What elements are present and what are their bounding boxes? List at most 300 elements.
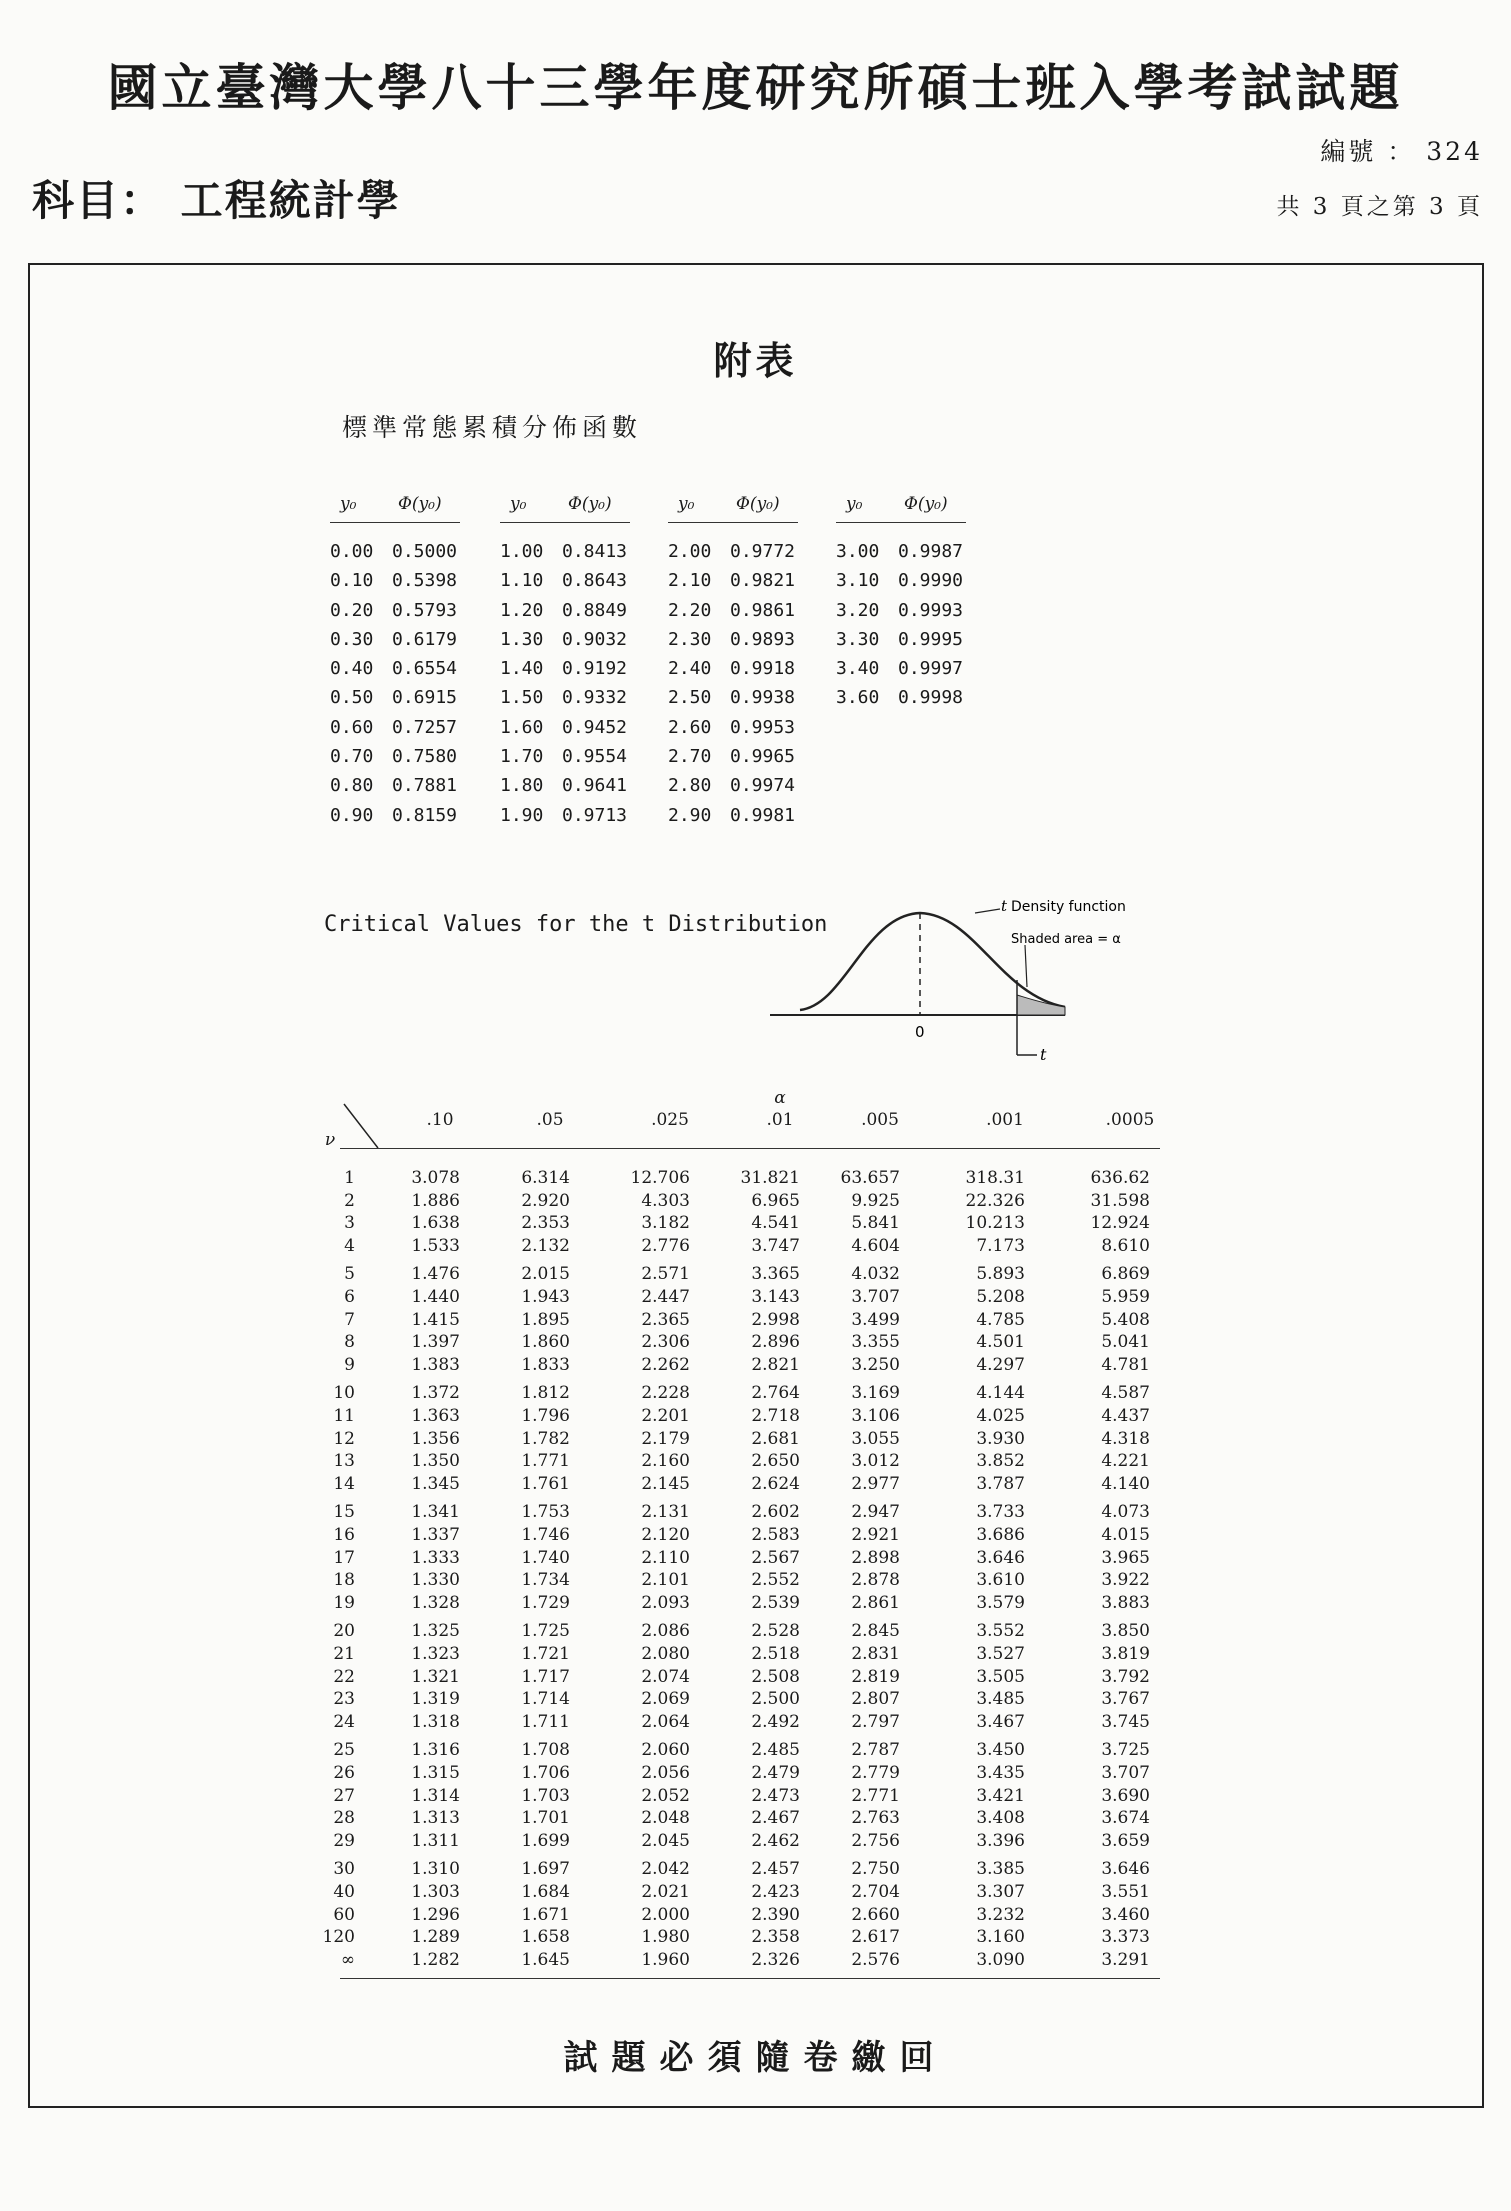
y0-value: 2.10 xyxy=(668,570,712,592)
t-critical-value: 2.262 xyxy=(641,1354,690,1375)
normal-table-row xyxy=(330,687,460,716)
t-critical-value: 3.787 xyxy=(976,1473,1025,1494)
t-critical-value: 1.363 xyxy=(411,1406,460,1426)
t-critical-value: 3.421 xyxy=(976,1785,1025,1806)
t-critical-value: 2.771 xyxy=(851,1785,900,1806)
t-critical-value: 22.326 xyxy=(965,1190,1025,1211)
y0-value: 2.60 xyxy=(668,716,712,738)
t-critical-value: 4.437 xyxy=(1101,1406,1150,1426)
t-critical-value: 2.179 xyxy=(641,1428,690,1449)
t-critical-value: 3.922 xyxy=(1101,1570,1150,1591)
alpha-label: α xyxy=(774,1088,786,1108)
normal-table-row xyxy=(330,541,460,570)
normal-table-row xyxy=(668,805,798,834)
t-critical-value: 3.850 xyxy=(1101,1621,1150,1642)
t-critical-value: 2.045 xyxy=(641,1830,690,1851)
t-critical-value: 4.604 xyxy=(851,1235,900,1256)
t-critical-value: 2.807 xyxy=(851,1689,900,1710)
t-critical-value: 3.435 xyxy=(976,1763,1025,1783)
t-critical-value: 2.086 xyxy=(641,1621,690,1642)
y0-value: 0.60 xyxy=(330,716,374,738)
phi-value: 0.9981 xyxy=(730,804,796,826)
t-critical-value: 2.567 xyxy=(751,1547,800,1568)
normal-table-row xyxy=(330,775,460,804)
y0-value: 0.80 xyxy=(330,775,374,797)
t-critical-value: 3.090 xyxy=(976,1949,1025,1970)
nu-value: 28 xyxy=(333,1808,355,1829)
nu-value: 9 xyxy=(344,1354,355,1375)
t-critical-value: 1.296 xyxy=(411,1904,460,1925)
y0-value: 2.20 xyxy=(668,599,712,621)
t-critical-value: 4.785 xyxy=(976,1309,1025,1330)
subject-label: 科目： 工程統計學 xyxy=(32,176,401,225)
nu-value: 14 xyxy=(333,1473,355,1494)
y0-value: 0.40 xyxy=(330,658,374,680)
alpha-header: .001 xyxy=(986,1110,1024,1130)
t-critical-value: 7.173 xyxy=(976,1235,1025,1256)
y0-value: 0.00 xyxy=(330,541,374,562)
t-critical-value: 3.551 xyxy=(1101,1882,1150,1902)
t-critical-value: 1.701 xyxy=(521,1808,570,1829)
t-critical-value: 1.325 xyxy=(411,1621,460,1642)
t-critical-value: 1.943 xyxy=(521,1287,570,1307)
t-critical-value: 3.232 xyxy=(976,1904,1025,1925)
t-critical-value: 2.132 xyxy=(521,1235,570,1256)
t-critical-value: 6.869 xyxy=(1101,1264,1150,1285)
nu-value: 10 xyxy=(333,1383,355,1404)
y0-value: 1.00 xyxy=(500,541,544,562)
y0-value: 2.00 xyxy=(668,541,712,562)
normal-table-row xyxy=(668,541,798,570)
t-critical-value: 5.841 xyxy=(851,1213,900,1234)
t-critical-value: 1.960 xyxy=(641,1949,690,1970)
phi-value: 0.9918 xyxy=(730,658,796,680)
t-critical-value: 2.473 xyxy=(751,1785,800,1806)
t-critical-value: 3.610 xyxy=(976,1570,1025,1591)
t-critical-value: 3.674 xyxy=(1101,1808,1150,1829)
t-critical-value: 2.326 xyxy=(751,1949,800,1970)
t-critical-value: 2.015 xyxy=(521,1264,570,1285)
t-critical-value: 2.485 xyxy=(751,1740,800,1761)
t-critical-value: 1.415 xyxy=(411,1309,460,1330)
t-critical-value: 1.734 xyxy=(521,1570,570,1591)
nu-value: 26 xyxy=(333,1763,355,1783)
t-critical-value: 1.328 xyxy=(411,1592,460,1613)
t-critical-value: 1.321 xyxy=(411,1666,460,1687)
normal-table-row xyxy=(668,600,798,629)
critical-label: t xyxy=(1040,1045,1047,1064)
t-critical-value: 3.646 xyxy=(976,1547,1025,1568)
nu-value: 13 xyxy=(333,1451,355,1472)
shaded-label: Shaded area = α xyxy=(1011,932,1121,947)
t-critical-value: 2.571 xyxy=(641,1264,690,1285)
t-critical-value: 1.895 xyxy=(521,1309,570,1330)
y0-value: 1.70 xyxy=(500,746,544,768)
normal-table-row xyxy=(330,805,460,834)
t-critical-value: 3.373 xyxy=(1101,1927,1150,1948)
t-critical-value: 1.658 xyxy=(521,1927,570,1948)
t-critical-value: 1.638 xyxy=(411,1213,460,1234)
normal-table-row xyxy=(330,658,460,687)
y0-header: y₀ xyxy=(510,494,527,514)
phi-value: 0.6179 xyxy=(392,628,458,650)
phi-value: 0.9893 xyxy=(730,628,796,650)
t-critical-value: 2.093 xyxy=(641,1592,690,1613)
phi-value: 0.9032 xyxy=(562,628,628,650)
t-critical-value: 1.476 xyxy=(411,1264,460,1285)
t-critical-value: 2.920 xyxy=(521,1190,570,1211)
t-critical-value: 1.282 xyxy=(411,1949,460,1970)
y0-value: 1.30 xyxy=(500,628,544,650)
t-critical-value: 3.355 xyxy=(851,1332,900,1353)
nu-value: 60 xyxy=(333,1904,355,1925)
normal-table-title: 標準常態累積分佈函數 xyxy=(342,413,643,442)
t-critical-value: 3.385 xyxy=(976,1859,1025,1880)
t-critical-value: 1.753 xyxy=(521,1502,570,1523)
t-critical-value: 1.316 xyxy=(411,1740,460,1761)
y0-value: 2.50 xyxy=(668,687,712,709)
y0-value: 0.20 xyxy=(330,599,374,621)
t-critical-value: 2.779 xyxy=(851,1763,900,1783)
normal-table-row xyxy=(836,658,966,687)
normal-table-row xyxy=(500,746,630,775)
t-critical-value: 5.208 xyxy=(976,1287,1025,1307)
phi-value: 0.9990 xyxy=(898,570,964,592)
t-critical-value: 4.140 xyxy=(1101,1473,1150,1494)
t-critical-value: 2.977 xyxy=(851,1473,900,1494)
nu-value: 17 xyxy=(333,1547,355,1568)
t-critical-value: 1.761 xyxy=(521,1473,570,1494)
t-critical-value: 2.650 xyxy=(751,1451,800,1472)
density-label: Density function xyxy=(1011,899,1126,915)
y0-value: 3.10 xyxy=(836,570,880,592)
normal-table-row xyxy=(668,746,798,775)
alpha-header: .025 xyxy=(651,1110,689,1130)
nu-value: 11 xyxy=(333,1406,355,1426)
t-critical-value: 1.350 xyxy=(411,1451,460,1472)
t-critical-value: 3.055 xyxy=(851,1428,900,1449)
t-critical-value: 1.886 xyxy=(411,1190,460,1211)
y0-value: 2.90 xyxy=(668,804,712,826)
nu-value: 12 xyxy=(333,1428,355,1449)
t-critical-value: 2.201 xyxy=(641,1406,690,1426)
t-critical-value: 3.160 xyxy=(976,1927,1025,1948)
normal-table-row xyxy=(836,687,966,716)
t-critical-value: 2.797 xyxy=(851,1711,900,1732)
alpha-header: .0005 xyxy=(1105,1110,1155,1130)
phi-value: 0.5793 xyxy=(392,599,458,621)
t-critical-value: 3.707 xyxy=(851,1287,900,1307)
t-critical-value: 4.587 xyxy=(1101,1383,1150,1404)
phi-value: 0.6915 xyxy=(392,687,458,709)
t-critical-value: 3.725 xyxy=(1101,1740,1150,1761)
t-critical-value: 2.145 xyxy=(641,1473,690,1494)
t-critical-value: 2.878 xyxy=(851,1570,900,1591)
normal-table-row xyxy=(500,717,630,746)
t-critical-value: 1.319 xyxy=(411,1689,460,1710)
t-critical-value: 1.717 xyxy=(521,1666,570,1687)
nu-value: 24 xyxy=(333,1711,355,1732)
t-critical-value: 4.501 xyxy=(976,1332,1025,1353)
t-critical-value: 1.796 xyxy=(521,1406,570,1426)
t-critical-value: 3.965 xyxy=(1101,1547,1150,1568)
phi-value: 0.9713 xyxy=(562,804,628,826)
t-critical-value: 10.213 xyxy=(965,1213,1025,1234)
nu-value: 30 xyxy=(333,1859,355,1880)
t-critical-value: 1.289 xyxy=(411,1927,460,1948)
density-pointer xyxy=(975,909,1000,913)
t-critical-value: 3.143 xyxy=(751,1287,800,1307)
normal-table-row xyxy=(836,570,966,599)
normal-table-row xyxy=(330,746,460,775)
t-critical-value: 2.819 xyxy=(851,1666,900,1687)
normal-table-row xyxy=(668,629,798,658)
t-critical-value: 2.821 xyxy=(751,1354,800,1375)
y0-value: 1.40 xyxy=(500,658,544,680)
normal-column-header xyxy=(330,490,460,523)
t-critical-value: 5.041 xyxy=(1101,1332,1150,1353)
t-critical-value: 1.684 xyxy=(521,1882,570,1902)
y0-header: y₀ xyxy=(846,494,863,514)
nu-value: 120 xyxy=(322,1927,355,1948)
t-critical-value: 1.645 xyxy=(521,1949,570,1970)
t-critical-value: 2.423 xyxy=(751,1882,800,1902)
t-critical-value: 3.460 xyxy=(1101,1904,1150,1925)
footer-note: 試題必須隨卷繳回 xyxy=(563,2038,948,2078)
t-critical-value: 318.31 xyxy=(965,1168,1025,1188)
y0-value: 3.30 xyxy=(836,628,880,650)
t-critical-value: 4.297 xyxy=(976,1354,1025,1375)
phi-value: 0.9974 xyxy=(730,775,796,797)
t-nu-label: t xyxy=(1001,897,1008,915)
normal-table-row xyxy=(668,717,798,746)
t-critical-value: 3.646 xyxy=(1101,1859,1150,1880)
nu-label: ν xyxy=(324,1130,336,1150)
header-diagonal xyxy=(342,1102,382,1152)
y0-value: 1.80 xyxy=(500,775,544,797)
t-critical-value: 2.508 xyxy=(751,1666,800,1687)
t-critical-value: 5.959 xyxy=(1101,1287,1150,1307)
t-critical-value: 2.896 xyxy=(751,1332,800,1353)
t-critical-value: 31.821 xyxy=(740,1168,800,1188)
t-critical-value: 2.617 xyxy=(851,1927,900,1948)
y0-value: 1.60 xyxy=(500,716,544,738)
shaded-pointer xyxy=(1025,945,1027,987)
t-critical-value: 4.541 xyxy=(751,1213,800,1234)
t-critical-value: 63.657 xyxy=(840,1168,900,1188)
phi-header: Φ(y₀) xyxy=(568,494,612,514)
t-critical-value: 4.015 xyxy=(1101,1525,1150,1545)
t-critical-value: 2.101 xyxy=(641,1570,690,1591)
t-critical-value: 2.457 xyxy=(751,1859,800,1880)
t-critical-value: 3.408 xyxy=(976,1808,1025,1829)
t-critical-value: 1.383 xyxy=(411,1354,460,1375)
t-critical-value: 2.704 xyxy=(851,1882,900,1902)
normal-column xyxy=(668,490,798,834)
nu-value: 18 xyxy=(333,1570,355,1591)
t-critical-value: 1.699 xyxy=(521,1830,570,1851)
t-critical-value: 1.311 xyxy=(411,1830,460,1851)
y0-header: y₀ xyxy=(678,494,695,514)
t-critical-value: 2.831 xyxy=(851,1644,900,1664)
normal-table-row xyxy=(330,570,460,599)
t-critical-value: 2.763 xyxy=(851,1808,900,1829)
t-critical-value: 2.947 xyxy=(851,1502,900,1523)
phi-value: 0.7580 xyxy=(392,746,458,768)
y0-value: 2.40 xyxy=(668,658,712,680)
t-critical-value: 1.318 xyxy=(411,1711,460,1732)
t-critical-value: 2.110 xyxy=(641,1547,690,1568)
t-critical-value: 3.690 xyxy=(1101,1785,1150,1806)
nu-value: 16 xyxy=(333,1525,355,1545)
nu-value: 25 xyxy=(333,1740,355,1761)
normal-column-header xyxy=(668,490,798,523)
phi-value: 0.9772 xyxy=(730,541,796,562)
t-critical-value: 3.307 xyxy=(976,1882,1025,1902)
phi-value: 0.9332 xyxy=(562,687,628,709)
t-critical-value: 3.659 xyxy=(1101,1830,1150,1851)
normal-table-row xyxy=(668,658,798,687)
nu-value: 21 xyxy=(333,1644,355,1664)
nu-value: 6 xyxy=(344,1287,355,1307)
t-critical-value: 3.012 xyxy=(851,1451,900,1472)
t-critical-value: 3.485 xyxy=(976,1689,1025,1710)
t-critical-value: 3.930 xyxy=(976,1428,1025,1449)
t-critical-value: 1.533 xyxy=(411,1235,460,1256)
y0-value: 2.80 xyxy=(668,775,712,797)
t-critical-value: 2.583 xyxy=(751,1525,800,1545)
normal-column xyxy=(330,490,460,834)
normal-table-row xyxy=(500,570,630,599)
t-critical-value: 2.160 xyxy=(641,1451,690,1472)
t-critical-value: 1.314 xyxy=(411,1785,460,1806)
t-critical-value: 1.323 xyxy=(411,1644,460,1664)
nu-value: 20 xyxy=(333,1621,355,1642)
t-critical-value: 2.479 xyxy=(751,1763,800,1783)
nu-value: 22 xyxy=(333,1666,355,1687)
page-info: 共 3 頁之第 3 頁 xyxy=(1276,194,1483,220)
y0-value: 0.90 xyxy=(330,804,374,826)
t-critical-value: 4.144 xyxy=(976,1383,1025,1404)
t-critical-value: 2.131 xyxy=(641,1502,690,1523)
t-critical-value: 4.221 xyxy=(1101,1451,1150,1472)
t-table-title: Critical Values for the t Distribution xyxy=(324,912,828,937)
t-critical-value: 5.408 xyxy=(1101,1309,1150,1330)
phi-value: 0.9953 xyxy=(730,716,796,738)
y0-value: 3.60 xyxy=(836,687,880,709)
appendix-title: 附表 xyxy=(713,338,798,383)
t-critical-value: 3.747 xyxy=(751,1235,800,1256)
t-critical-value: 4.781 xyxy=(1101,1354,1150,1375)
t-critical-value: 2.120 xyxy=(641,1525,690,1545)
nu-value: 3 xyxy=(344,1213,355,1234)
t-critical-value: 2.069 xyxy=(641,1689,690,1710)
normal-table-row xyxy=(500,541,630,570)
t-critical-value: 2.718 xyxy=(751,1406,800,1426)
t-critical-value: 2.021 xyxy=(641,1882,690,1902)
t-critical-value: 3.579 xyxy=(976,1592,1025,1613)
t-critical-value: 2.764 xyxy=(751,1383,800,1404)
t-critical-value: 1.706 xyxy=(521,1763,570,1783)
normal-column xyxy=(500,490,630,834)
t-critical-value: 3.499 xyxy=(851,1309,900,1330)
alpha-header: .005 xyxy=(861,1110,899,1130)
phi-value: 0.6554 xyxy=(392,658,458,680)
t-critical-value: 1.303 xyxy=(411,1882,460,1902)
t-critical-value: 1.671 xyxy=(521,1904,570,1925)
nu-value: 15 xyxy=(333,1502,355,1523)
t-critical-value: 1.729 xyxy=(521,1592,570,1613)
t-critical-value: 1.782 xyxy=(521,1428,570,1449)
y0-value: 3.00 xyxy=(836,541,880,562)
t-critical-value: 6.965 xyxy=(751,1190,800,1211)
t-critical-value: 3.852 xyxy=(976,1451,1025,1472)
t-critical-value: 3.733 xyxy=(976,1502,1025,1523)
t-critical-value: 3.182 xyxy=(641,1213,690,1234)
t-critical-value: 3.883 xyxy=(1101,1592,1150,1613)
phi-value: 0.5000 xyxy=(392,541,458,562)
t-critical-value: 1.345 xyxy=(411,1473,460,1494)
nu-value: 4 xyxy=(344,1235,355,1256)
t-critical-value: 2.462 xyxy=(751,1830,800,1851)
t-critical-value: 1.310 xyxy=(411,1859,460,1880)
t-critical-value: 2.528 xyxy=(751,1621,800,1642)
t-critical-value: 1.740 xyxy=(521,1547,570,1568)
t-critical-value: 9.925 xyxy=(851,1190,900,1211)
t-critical-value: 2.048 xyxy=(641,1808,690,1829)
normal-table-row xyxy=(330,717,460,746)
phi-value: 0.9821 xyxy=(730,570,796,592)
phi-value: 0.9192 xyxy=(562,658,628,680)
alpha-header: .01 xyxy=(766,1110,794,1130)
t-critical-value: 1.812 xyxy=(521,1383,570,1404)
t-critical-value: 2.306 xyxy=(641,1332,690,1353)
y0-value: 0.10 xyxy=(330,570,374,592)
t-critical-value: 3.250 xyxy=(851,1354,900,1375)
nu-value: 27 xyxy=(333,1785,355,1806)
t-critical-value: 1.714 xyxy=(521,1689,570,1710)
t-critical-value: 1.341 xyxy=(411,1502,460,1523)
t-critical-value: 2.787 xyxy=(851,1740,900,1761)
t-critical-value: 2.845 xyxy=(851,1621,900,1642)
t-critical-value: 2.042 xyxy=(641,1859,690,1880)
y0-value: 0.70 xyxy=(330,746,374,768)
t-critical-value: 1.703 xyxy=(521,1785,570,1806)
phi-value: 0.9861 xyxy=(730,599,796,621)
phi-value: 0.8413 xyxy=(562,541,628,562)
normal-table-row xyxy=(500,600,630,629)
t-critical-value: 4.073 xyxy=(1101,1502,1150,1523)
t-critical-value: 1.771 xyxy=(521,1451,570,1472)
y0-value: 3.20 xyxy=(836,599,880,621)
normal-column-header xyxy=(836,490,966,523)
y0-value: 2.30 xyxy=(668,628,712,650)
t-critical-value: 2.921 xyxy=(851,1525,900,1545)
phi-value: 0.8849 xyxy=(562,599,628,621)
t-critical-value: 1.337 xyxy=(411,1525,460,1545)
t-critical-value: 3.686 xyxy=(976,1525,1025,1545)
t-critical-value: 2.365 xyxy=(641,1309,690,1330)
t-critical-value: 2.539 xyxy=(751,1592,800,1613)
t-critical-value: 2.576 xyxy=(851,1949,900,1970)
t-critical-value: 31.598 xyxy=(1090,1190,1150,1211)
normal-table-row xyxy=(668,687,798,716)
t-critical-value: 2.228 xyxy=(641,1383,690,1404)
normal-table-row xyxy=(330,629,460,658)
t-critical-value: 3.552 xyxy=(976,1621,1025,1642)
phi-value: 0.9987 xyxy=(898,541,964,562)
nu-value: 19 xyxy=(333,1592,355,1613)
